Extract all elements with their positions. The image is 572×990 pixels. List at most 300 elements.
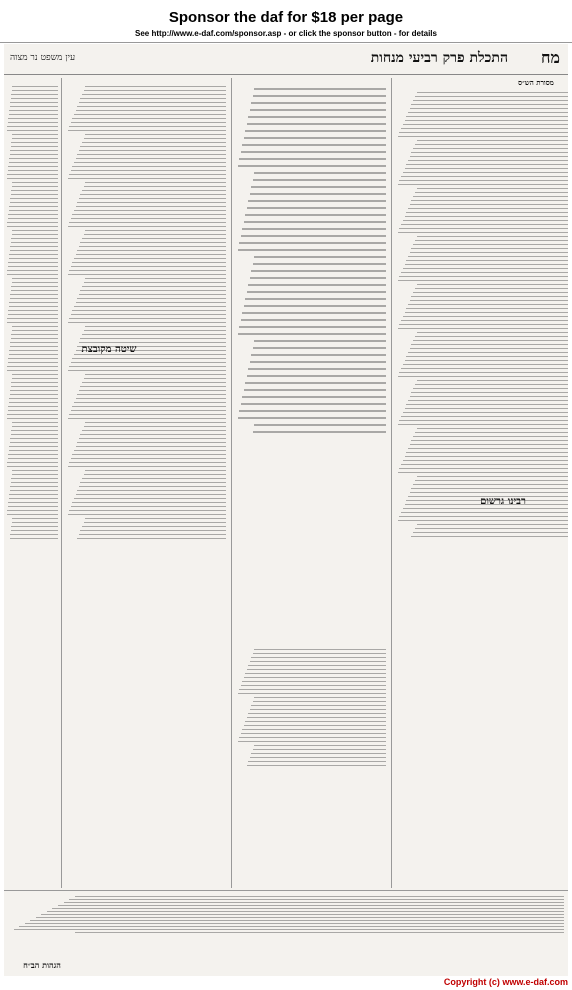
text-line (8, 362, 58, 363)
text-line (253, 653, 387, 654)
text-line (417, 188, 568, 189)
text-line (85, 422, 226, 423)
text-line (253, 701, 387, 702)
copyright-link[interactable]: Copyright (c) www.e-daf.com (443, 977, 568, 987)
text-line (251, 270, 386, 272)
text-line (7, 514, 58, 515)
text-line (74, 210, 226, 211)
text-line (8, 454, 58, 455)
text-line (9, 210, 58, 211)
text-line (411, 392, 568, 393)
text-line (69, 222, 226, 223)
text-line (7, 322, 58, 323)
text-line (72, 214, 226, 215)
text-line (80, 482, 226, 483)
text-line (12, 90, 58, 91)
text-line (415, 240, 568, 241)
text-line (405, 408, 568, 409)
text-line (79, 246, 226, 247)
text-line (410, 156, 568, 157)
text-line (68, 466, 226, 467)
tosafot-column (66, 84, 226, 884)
text-line (72, 118, 226, 119)
text-line (401, 368, 568, 369)
text-line (241, 151, 387, 153)
text-line (401, 320, 568, 321)
text-line (12, 230, 58, 231)
text-line (11, 530, 58, 531)
text-line (398, 184, 568, 185)
text-line (69, 366, 226, 367)
ein-mishpat-column (6, 84, 58, 884)
text-line (10, 390, 58, 391)
text-line (410, 492, 568, 493)
column-divider (61, 78, 62, 888)
text-line (248, 284, 386, 286)
text-line (245, 214, 386, 216)
text-line (79, 342, 226, 343)
text-line (239, 326, 386, 328)
text-line (413, 148, 568, 149)
text-line (69, 414, 226, 415)
text-line (410, 300, 568, 301)
text-line (411, 344, 568, 345)
text-line (247, 375, 387, 377)
text-line (9, 162, 58, 163)
text-line (406, 260, 568, 261)
text-line (82, 238, 226, 239)
text-line (8, 266, 58, 267)
text-line (12, 378, 58, 379)
text-line (242, 681, 386, 682)
text-line (251, 354, 386, 356)
text-line (76, 206, 226, 207)
text-line (411, 200, 568, 201)
text-line (71, 314, 226, 315)
rabbeinu-gershom-title: רבינו גרשום (480, 496, 526, 507)
text-line (77, 202, 226, 203)
text-line (14, 929, 564, 930)
text-line (11, 194, 58, 195)
text-line (69, 510, 226, 511)
text-line (403, 412, 568, 413)
text-line (251, 657, 386, 658)
text-line (408, 160, 568, 161)
text-line (241, 403, 387, 405)
text-line (9, 254, 58, 255)
text-line (68, 130, 226, 131)
text-line (398, 232, 568, 233)
text-line (411, 248, 568, 249)
text-line (11, 478, 58, 479)
text-line (398, 520, 568, 521)
text-line (8, 218, 58, 219)
text-line (10, 202, 58, 203)
sponsor-subtitle[interactable]: See http://www.e-daf.com/sponsor.asp - or click the sponsor button - for details (135, 29, 437, 38)
text-line (250, 277, 387, 279)
text-line (84, 282, 226, 283)
text-line (417, 284, 568, 285)
text-line (406, 116, 568, 117)
text-line (7, 178, 58, 179)
text-line (58, 905, 564, 906)
text-line (408, 208, 568, 209)
text-line (245, 673, 386, 674)
text-line (11, 482, 58, 483)
text-line (247, 765, 387, 766)
text-line (11, 338, 58, 339)
text-line (84, 234, 226, 235)
text-line (72, 358, 226, 359)
text-line (247, 123, 387, 125)
text-line (76, 398, 226, 399)
sponsor-banner[interactable] (0, 0, 572, 43)
text-line (405, 120, 568, 121)
text-line (242, 144, 386, 146)
text-line (413, 100, 568, 101)
text-line (10, 438, 58, 439)
text-line (12, 470, 58, 471)
text-line (251, 753, 386, 754)
text-line (80, 338, 226, 339)
text-line (85, 518, 226, 519)
text-line (239, 689, 386, 690)
text-line (254, 649, 386, 650)
text-line (250, 361, 387, 363)
text-line (10, 342, 58, 343)
text-line (8, 506, 58, 507)
text-line (413, 244, 568, 245)
text-line (399, 276, 568, 277)
text-line (11, 94, 58, 95)
text-line (10, 250, 58, 251)
text-line (77, 442, 226, 443)
text-line (7, 418, 58, 419)
text-line (413, 436, 568, 437)
text-line (253, 179, 387, 181)
text-line (398, 136, 568, 137)
text-line (68, 274, 226, 275)
text-line (8, 502, 58, 503)
text-line (12, 426, 58, 427)
text-line (7, 222, 58, 223)
text-line (242, 228, 386, 230)
text-line (253, 431, 387, 433)
text-line (68, 226, 226, 227)
text-line (79, 534, 226, 535)
text-line (71, 506, 226, 507)
text-line (10, 106, 58, 107)
text-line (245, 382, 386, 384)
text-line (401, 176, 568, 177)
text-line (72, 502, 226, 503)
text-line (85, 86, 226, 87)
text-line (238, 165, 387, 167)
glosses-bottom (8, 894, 564, 974)
text-line (10, 298, 58, 299)
text-line (406, 452, 568, 453)
text-line (250, 109, 387, 111)
text-line (415, 432, 568, 433)
text-line (12, 282, 58, 283)
text-line (411, 536, 568, 537)
text-line (80, 386, 226, 387)
text-line (76, 158, 226, 159)
text-line (241, 319, 387, 321)
text-line (9, 350, 58, 351)
talmud-page (4, 44, 568, 976)
text-line (399, 228, 568, 229)
text-line (77, 154, 226, 155)
text-line (244, 305, 387, 307)
text-line (74, 306, 226, 307)
text-line (82, 190, 226, 191)
text-line (398, 472, 568, 473)
text-line (411, 488, 568, 489)
sponsor-title[interactable]: Sponsor the daf for $18 per page (168, 9, 404, 26)
text-line (71, 170, 226, 171)
text-line (85, 230, 226, 231)
text-line (9, 206, 58, 207)
page-footer (0, 976, 572, 990)
text-line (80, 530, 226, 531)
text-line (410, 204, 568, 205)
text-line (9, 450, 58, 451)
text-line (253, 263, 387, 265)
text-line (82, 430, 226, 431)
text-line (417, 236, 568, 237)
text-line (254, 340, 386, 342)
text-line (401, 464, 568, 465)
text-line (79, 294, 226, 295)
text-line (406, 308, 568, 309)
text-line (9, 302, 58, 303)
text-line (408, 448, 568, 449)
text-line (7, 414, 58, 415)
column-divider (391, 78, 392, 888)
text-line (238, 693, 387, 694)
text-line (405, 456, 568, 457)
text-line (11, 526, 58, 527)
text-line (77, 250, 226, 251)
text-line (239, 410, 386, 412)
text-line (68, 322, 226, 323)
text-line (411, 104, 568, 105)
text-line (82, 334, 226, 335)
text-line (69, 318, 226, 319)
text-line (52, 908, 564, 909)
column-divider (231, 78, 232, 888)
shita-mekubetzet-title: שיטה מקובצת (81, 344, 137, 355)
text-line (71, 458, 226, 459)
text-line (85, 278, 226, 279)
text-line (74, 162, 226, 163)
text-line (68, 178, 226, 179)
text-line (7, 226, 58, 227)
rashi-column (396, 90, 568, 880)
text-line (253, 347, 387, 349)
text-line (72, 310, 226, 311)
text-line (84, 378, 226, 379)
text-line (77, 394, 226, 395)
text-line (11, 434, 58, 435)
text-line (11, 286, 58, 287)
text-line (41, 914, 564, 915)
text-line (244, 725, 387, 726)
text-line (411, 440, 568, 441)
text-line (241, 685, 387, 686)
text-line (251, 102, 386, 104)
text-line (401, 128, 568, 129)
text-line (84, 522, 226, 523)
text-line (12, 522, 58, 523)
text-line (11, 238, 58, 239)
text-line (403, 172, 568, 173)
text-line (12, 330, 58, 331)
text-line (254, 88, 386, 90)
text-line (75, 896, 564, 897)
text-line (417, 140, 568, 141)
text-line (399, 324, 568, 325)
text-line (12, 182, 58, 183)
text-line (79, 390, 226, 391)
text-line (413, 532, 568, 533)
text-line (401, 416, 568, 417)
hagahot-title: הגהות הב״ח (23, 960, 61, 970)
text-line (71, 362, 226, 363)
text-line (247, 717, 387, 718)
text-line (247, 207, 387, 209)
text-line (80, 290, 226, 291)
text-line (82, 142, 226, 143)
text-line (399, 516, 568, 517)
text-line (9, 398, 58, 399)
text-line (36, 917, 564, 918)
text-line (9, 446, 58, 447)
text-line (79, 102, 226, 103)
text-line (417, 524, 568, 525)
text-line (64, 902, 564, 903)
text-line (11, 98, 58, 99)
text-line (398, 376, 568, 377)
text-line (417, 92, 568, 93)
text-line (241, 733, 387, 734)
text-line (10, 486, 58, 487)
text-line (76, 110, 226, 111)
ein-mishpat-head: עין משפט נר מצוה (10, 53, 76, 63)
text-line (84, 186, 226, 187)
text-line (405, 168, 568, 169)
text-line (8, 122, 58, 123)
text-line (11, 190, 58, 191)
text-line (7, 370, 58, 371)
text-line (247, 669, 387, 670)
text-line (10, 346, 58, 347)
text-line (8, 166, 58, 167)
text-line (82, 94, 226, 95)
text-line (10, 102, 58, 103)
text-line (238, 249, 387, 251)
text-line (399, 132, 568, 133)
text-line (398, 280, 568, 281)
text-line (10, 154, 58, 155)
text-line (82, 478, 226, 479)
text-line (408, 400, 568, 401)
text-line (69, 174, 226, 175)
text-line (248, 200, 386, 202)
text-line (417, 380, 568, 381)
text-line (11, 242, 58, 243)
text-line (12, 474, 58, 475)
text-line (253, 749, 387, 750)
text-line (410, 108, 568, 109)
text-line (72, 166, 226, 167)
text-line (250, 757, 387, 758)
text-line (9, 110, 58, 111)
text-line (238, 417, 387, 419)
text-line (399, 468, 568, 469)
text-line (254, 172, 386, 174)
text-line (405, 216, 568, 217)
text-line (254, 256, 386, 258)
text-line (406, 404, 568, 405)
text-line (12, 518, 58, 519)
text-line (76, 302, 226, 303)
text-line (408, 352, 568, 353)
text-line (84, 474, 226, 475)
text-line (8, 118, 58, 119)
text-line (244, 137, 387, 139)
text-line (399, 420, 568, 421)
text-line (77, 538, 226, 539)
text-line (417, 476, 568, 477)
text-line (84, 330, 226, 331)
text-line (417, 332, 568, 333)
text-line (77, 490, 226, 491)
text-line (401, 272, 568, 273)
text-line (47, 911, 564, 912)
text-line (19, 926, 564, 927)
text-line (410, 444, 568, 445)
text-line (12, 278, 58, 279)
text-line (403, 316, 568, 317)
text-line (11, 290, 58, 291)
text-line (12, 186, 58, 187)
text-line (85, 134, 226, 135)
text-line (417, 428, 568, 429)
text-line (12, 326, 58, 327)
text-line (408, 256, 568, 257)
text-line (84, 426, 226, 427)
text-line (248, 713, 386, 714)
text-line (239, 158, 386, 160)
text-line (413, 292, 568, 293)
text-line (8, 214, 58, 215)
text-line (242, 396, 386, 398)
text-line (9, 498, 58, 499)
text-line (68, 370, 226, 371)
text-line (8, 358, 58, 359)
text-line (413, 388, 568, 389)
text-line (254, 424, 386, 426)
text-line (69, 270, 226, 271)
text-line (411, 296, 568, 297)
text-line (25, 923, 564, 924)
page-number: מח (541, 48, 560, 67)
text-line (11, 146, 58, 147)
text-line (250, 193, 387, 195)
text-line (74, 402, 226, 403)
